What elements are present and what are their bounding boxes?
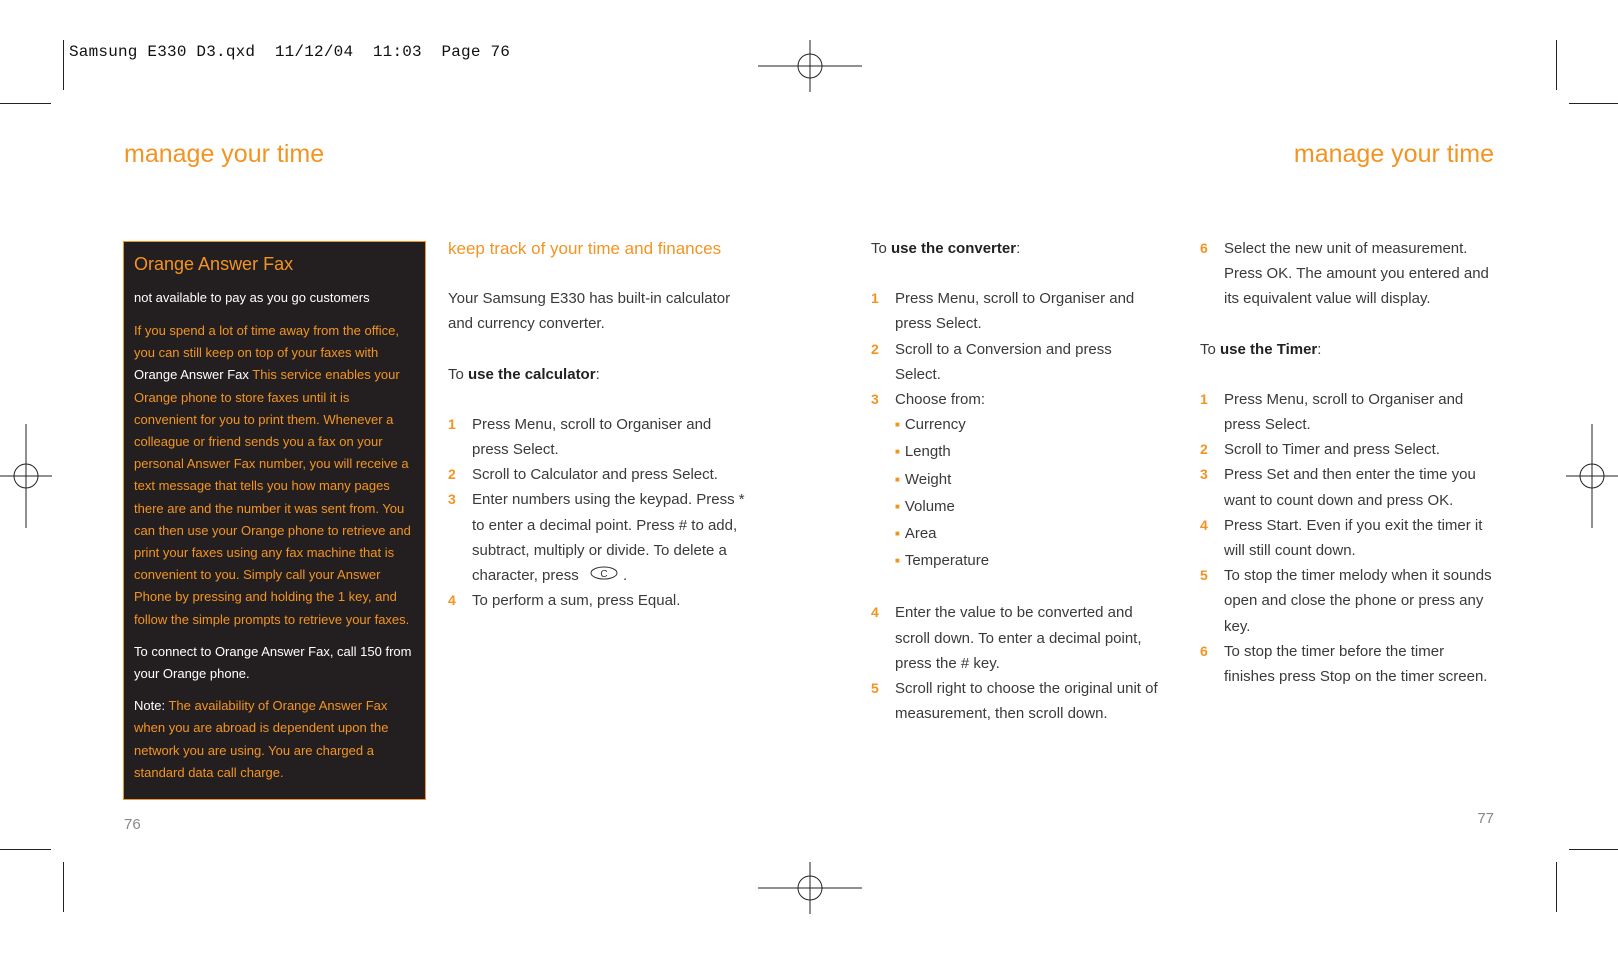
lead-bold: use the Timer	[1220, 340, 1318, 358]
list-item	[448, 412, 748, 462]
registration-mark-left	[0, 424, 52, 528]
step-text: To stop the timer before the timer finishes press Stop on the timer screen.	[1224, 642, 1488, 686]
step-number: 2	[1200, 441, 1208, 458]
list-item: ■ Temperature	[895, 548, 1161, 575]
registration-mark-top	[758, 40, 862, 92]
sidebar-text: If you spend a lot of time away from the office, you can still keep on top of your faxes with	[134, 323, 399, 361]
answer-fax-sidebar	[123, 241, 426, 800]
list-item: ■ Area	[895, 521, 1161, 548]
timer-column	[1200, 236, 1495, 689]
note-text: The availability of Orange Answer Fax when you are abroad is dependent upon the network you are using. You are charged a standard data call charge.	[134, 698, 389, 780]
list-item	[1200, 387, 1495, 437]
step-number: 4	[1200, 516, 1208, 533]
sidebar-text: This service enables your Orange phone to store faxes until it is convenient for you to print them. Whenever a colleague or friend sends you a fax on your personal Answer Fax number, you will receive a text message that tells you how many pages there are and the number it was sent from. You can then use your Orange phone to retrieve and print your faxes using any fax machine that is convenient to you. Simply call your Answer Phone by pressing and holding the 1 key, and follow the simple prompts to retrieve your faxes.	[134, 367, 411, 627]
converter-lead	[871, 236, 1161, 261]
step-number: 3	[448, 491, 456, 508]
unit-options	[871, 412, 1161, 575]
step-number: 6	[1200, 642, 1208, 659]
converter-steps-b	[871, 600, 1161, 726]
calculator-column	[448, 236, 748, 613]
step-text: To stop the timer melody when it sounds open and close the phone or press any key.	[1224, 567, 1492, 635]
timer-lead	[1200, 337, 1495, 362]
step-text: Press Menu, scroll to Organiser and press Select.	[895, 290, 1135, 333]
list-item	[448, 462, 748, 487]
step-text: To perform a sum, press Equal.	[472, 592, 681, 610]
step-number: 1	[1200, 390, 1208, 407]
lead-bold: use the converter	[891, 240, 1017, 257]
step-number: 6	[1200, 240, 1208, 256]
lead-colon: :	[1317, 340, 1322, 358]
sidebar-paragraph-2: To connect to Orange Answer Fax, call 150 from your Orange phone.	[134, 643, 412, 682]
list-item	[871, 286, 1161, 336]
step-number: 5	[1200, 567, 1208, 584]
step-text: Scroll to Timer and press Select.	[1224, 441, 1440, 459]
sidebar-service-name: Orange Answer Fax	[134, 367, 249, 383]
timer-steps	[1200, 387, 1495, 689]
step-text: Press Menu, scroll to Organiser and press Select.	[1224, 390, 1464, 434]
lead-colon: :	[595, 365, 600, 383]
registration-mark-bottom	[758, 862, 862, 914]
sidebar-title: Orange Answer Fax	[134, 254, 294, 274]
list-item	[871, 600, 1161, 676]
step-text: Enter the value to be converted and scroll down. To enter a decimal point, press the # key.	[895, 604, 1142, 672]
intro-paragraph: Your Samsung E330 has built-in calculator and currency converter.	[448, 290, 731, 333]
list-item	[871, 337, 1161, 387]
step-text: Scroll right to choose the original unit of measurement, then scroll down.	[895, 680, 1158, 723]
lead-colon: :	[1016, 240, 1021, 257]
step-text: Press Start. Even if you exit the timer it will still count down.	[1224, 516, 1483, 560]
list-item: 3 Enter numbers using the keypad. Press * to enter a decimal point. Press # to add, subtract, multiply or divide. To delete a character, press C .	[448, 487, 748, 588]
step-number: 2	[448, 466, 456, 483]
calculator-lead	[448, 362, 748, 387]
converter-steps-a	[871, 286, 1161, 412]
step-text: Enter numbers using the keypad. Press * to enter a decimal point. Press # to add, subtract, multiply or divide. To delete a character, press	[472, 491, 745, 585]
page-number-right: 77	[1477, 810, 1494, 827]
step-number: 3	[1200, 466, 1208, 483]
lead-to: To	[1200, 340, 1221, 358]
step-number: 4	[871, 604, 879, 621]
step-text: Press Menu, scroll to Organiser and press Select.	[472, 415, 712, 459]
list-item	[448, 588, 748, 613]
step-text: Choose from:	[895, 391, 986, 409]
calculator-steps	[448, 412, 748, 614]
step-text: Scroll to Calculator and press Select.	[472, 466, 718, 484]
lead-to: To	[448, 365, 469, 383]
list-item	[1200, 639, 1495, 689]
list-item: ■ Volume	[895, 494, 1161, 521]
list-item	[1200, 563, 1495, 639]
step-text: Press Set and then enter the time you want to count down and press OK.	[1224, 466, 1476, 509]
slug-line: Samsung E330 D3.qxd 11/12/04 11:03 Page 76	[69, 43, 511, 61]
list-item: ■ Weight	[895, 467, 1161, 494]
step-number: 4	[448, 592, 456, 609]
lead-to: To	[871, 240, 892, 257]
list-item	[1200, 513, 1495, 563]
step-number: 1	[448, 415, 456, 432]
converter-column	[871, 236, 1161, 726]
svg-text:C: C	[600, 569, 608, 581]
list-item: ■ Length	[895, 439, 1161, 466]
list-item	[1200, 236, 1495, 312]
note-label: Note:	[134, 698, 169, 714]
clear-key-icon	[589, 565, 619, 581]
step-number: 3	[871, 391, 879, 408]
page-number-left: 76	[124, 816, 141, 833]
step-text: Select the new unit of measurement. Press OK. The amount you entered and its equivalent value will display.	[1224, 240, 1489, 308]
step-number: 1	[871, 290, 879, 307]
converter-step-6	[1200, 236, 1495, 312]
list-item: ■ Currency	[895, 412, 1161, 439]
sidebar-subtitle: not available to pay as you go customers	[134, 290, 370, 305]
list-item	[871, 387, 1161, 412]
lead-bold: use the calculator	[468, 365, 596, 383]
list-item	[871, 676, 1161, 726]
sidebar-note	[134, 695, 415, 784]
step-number: 5	[871, 680, 879, 697]
list-item	[1200, 462, 1495, 512]
step-text: Scroll to a Conversion and press Select.	[895, 340, 1112, 383]
list-item	[1200, 437, 1495, 462]
registration-mark-right	[1566, 424, 1618, 528]
running-head-right: manage your time	[1293, 140, 1494, 168]
step-number: 2	[871, 340, 879, 357]
running-head-left: manage your time	[124, 140, 325, 168]
section-heading: keep track of your time and finances	[448, 239, 722, 258]
sidebar-paragraph-1	[134, 320, 415, 631]
